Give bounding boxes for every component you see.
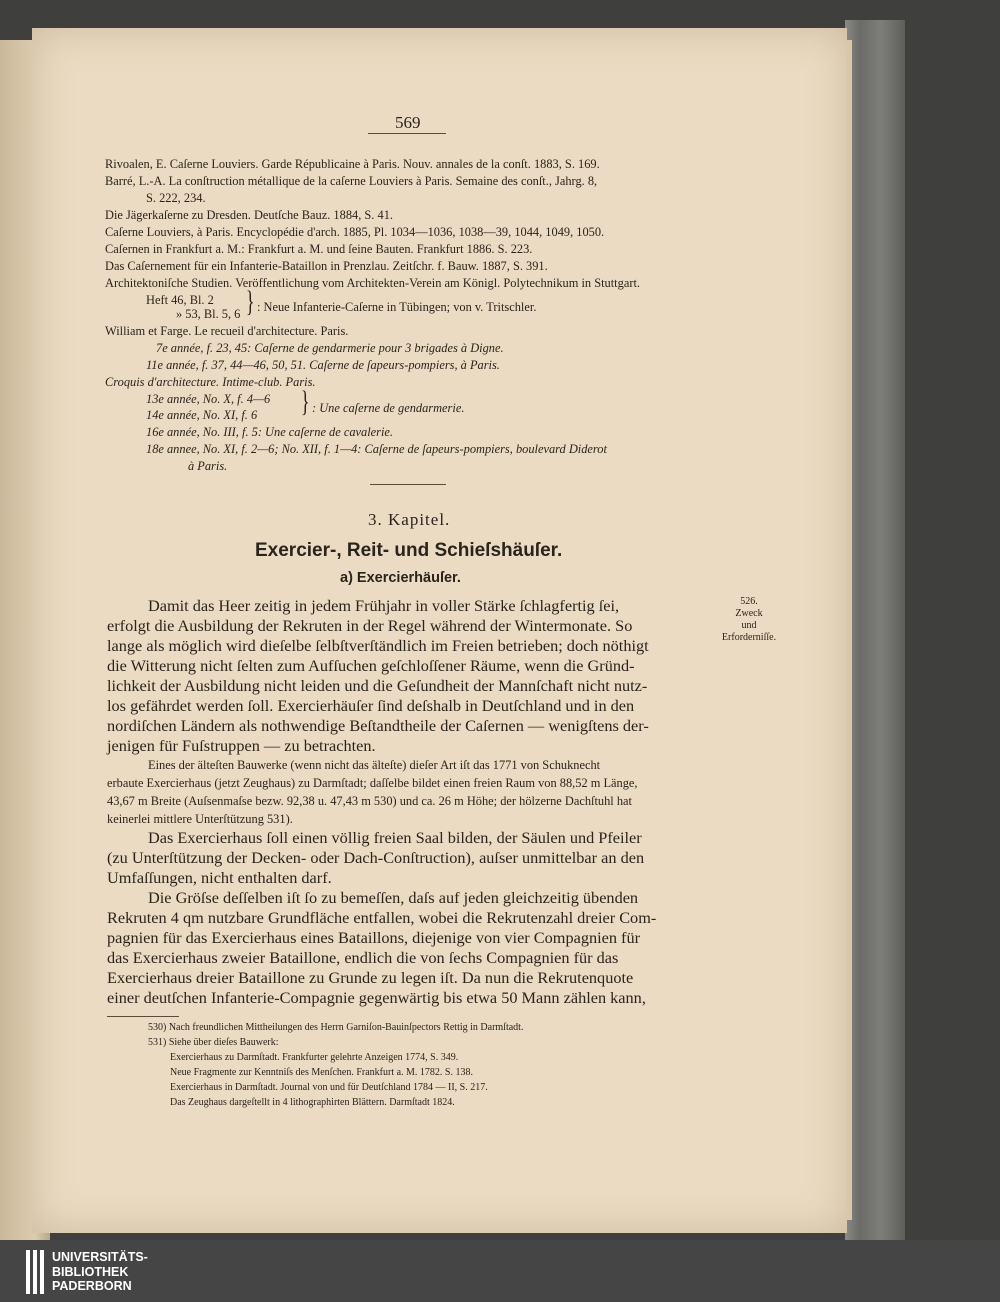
margin-note-line: Erforderniſſe.	[721, 632, 777, 643]
margin-note-line: und	[741, 620, 757, 631]
reference-line: 13e année, No. X, f. 4—6	[146, 392, 271, 406]
small-line: keinerlei mittlere Unterſtützung 531).	[107, 812, 293, 826]
body-line: jenigen für Fuſstruppen — zu betrachten.	[107, 736, 376, 755]
section-heading: a) Exercierhäuſer.	[340, 570, 461, 586]
body-line: nordiſchen Ländern als nothwendige Beſtandtheile der Caſernen — wenigſtens der-	[107, 716, 649, 735]
reference-line: William et Farge. Le recueil d'architecture. Paris.	[105, 324, 349, 338]
reference-line: : Neue Infanterie-Caſerne in Tübingen; von v. Tritschler.	[257, 300, 537, 314]
small-line: Eines der älteſten Bauwerke (wenn nicht das älteſte) dieſer Art iſt das 1771 von Schuknecht	[148, 758, 601, 772]
logo-line: UNIVERSITÄTS-	[52, 1250, 148, 1264]
small-line: 43,67 m Breite (Auſsenmaſse bezw. 92,38 u. 47,43 m 530) und ca. 26 m Höhe; der hölzerne Dachſtuhl hat	[107, 794, 632, 808]
body-line: (zu Unterſtützung der Decken- oder Dach-Conſtruction), auſser unmittelbar an den	[107, 848, 645, 867]
body-line: pagnien für das Exercierhaus eines Bataillons, diejenige von vier Compagnien für	[107, 928, 641, 947]
body-line: Das Exercierhaus ſoll einen völlig freien Saal bilden, der Säulen und Pfeiler	[148, 828, 642, 847]
body-line: Die Gröſse deſſelben iſt ſo zu bemeſſen, daſs auf jeden gleichzeitig übenden	[148, 888, 639, 907]
body-line: Rekruten 4 qm nutzbare Grundfläche entfallen, wobei die Rekrutenzahl dreier Com-	[107, 908, 657, 927]
viewer-footer	[0, 1240, 1000, 1302]
body-line: Damit das Heer zeitig in jedem Frühjahr in voller Stärke ſchlagfertig ſei,	[148, 596, 620, 615]
small-line: erbaute Exercierhaus (jetzt Zeughaus) zu Darmſtadt; daſſelbe bildet einen freien Raum von 88,52 m Länge,	[107, 776, 638, 790]
footnote-line: Neue Fragmente zur Kenntniſs des Menſchen. Frankfurt a. M. 1782. S. 138.	[170, 1067, 473, 1078]
margin-note	[708, 596, 790, 644]
body-line: lange als möglich wird dieſelbe ſelbſtverſtändlich im Freien betrieben; doch nöthigt	[107, 636, 649, 655]
body-line: Umfaſſungen, nicht enthalten darf.	[107, 868, 332, 887]
footnote-line: Exercierhaus in Darmſtadt. Journal von und für Deutſchland 1784 — II, S. 217.	[170, 1082, 488, 1093]
reference-line: à Paris.	[188, 459, 228, 473]
reference-line: Die Jägerkaſerne zu Dresden. Deutſche Bauz. 1884, S. 41.	[105, 208, 393, 222]
reference-line: Das Caſernement für ein Infanterie-Bataillon in Prenzlau. Zeitſchr. f. Bauw. 1887, S. 391.	[105, 259, 548, 273]
footnote-line: Das Zeughaus dargeſtellt in 4 lithographirten Blättern. Darmſtadt 1824.	[170, 1097, 455, 1108]
reference-line: S. 222, 234.	[146, 191, 206, 205]
reference-line: Caſernen in Frankfurt a. M.: Frankfurt a. M. und ſeine Bauten. Frankfurt 1886. S. 223.	[105, 242, 533, 256]
body-line: lichkeit der Ausbildung nicht leiden und die Geſundheit der Mannſchaft nicht nutz-	[107, 676, 648, 695]
reference-line: 16e année, No. III, f. 5: Une caſerne de cavalerie.	[146, 425, 394, 439]
footnote-line: 531) Siehe über dieſes Bauwerk:	[148, 1037, 279, 1048]
body-line: erfolgt die Ausbildung der Rekruten in der Regel während der Wintermonate. So	[107, 616, 633, 635]
book-binding	[845, 20, 905, 1240]
reference-line: 7e année, f. 23, 45: Caſerne de gendarmerie pour 3 brigades à Digne.	[156, 341, 504, 355]
body-line: das Exercierhaus zweier Bataillone, endlich die von ſechs Compagnien für das	[107, 948, 619, 967]
margin-note-line: 526.	[740, 596, 758, 607]
reference-line: 11e année, f. 37, 44—46, 50, 51. Caſerne de ſapeurs-pompiers, à Paris.	[146, 358, 500, 372]
reference-line: Croquis d'architecture. Intime-club. Paris.	[105, 375, 316, 389]
body-line: einer deutſchen Infanterie-Compagnie gegenwärtig bis etwa 50 Mann zählen kann,	[107, 988, 646, 1007]
reference-line: 18e annee, No. XI, f. 2—6; No. XII, f. 1—4: Caſerne de ſapeurs-pompiers, boulevard Diderot	[146, 442, 607, 456]
library-logo-text	[52, 1250, 148, 1294]
reference-line: Barré, L.-A. La conſtruction métallique de la caſerne Louviers à Paris. Semaine des conſt., Jahrg. 8,	[105, 174, 598, 188]
reference-line: Caſerne Louviers, à Paris. Encyclopédie d'arch. 1885, Pl. 1034—1036, 1038—39, 1044, 1049, 1050.	[105, 225, 605, 239]
body-line: los gefährdet werden ſoll. Exercierhäuſer ſind deſshalb in Deutſchland und in den	[107, 696, 635, 715]
section-divider	[370, 484, 446, 485]
margin-note-line: Zweck	[735, 608, 763, 619]
logo-line: PADERBORN	[52, 1279, 132, 1293]
page-number: 569	[395, 113, 421, 132]
page-number-rule	[368, 133, 446, 134]
brace-symbol: }	[245, 285, 255, 318]
chapter-title: Exercier-, Reit- und Schieſshäuſer.	[255, 540, 563, 561]
reference-line: 14e année, No. XI, f. 6	[146, 408, 258, 422]
footnote-line: 530) Nach freundlichen Mittheilungen des Herrn Garniſon-Bauinſpectors Rettig in Darmſtadt.	[148, 1022, 524, 1033]
footnote-line: Exercierhaus zu Darmſtadt. Frankfurter gelehrte Anzeigen 1774, S. 349.	[170, 1052, 459, 1063]
body-line: Exercierhaus dreier Bataillone zu Grunde zu legen iſt. Da nun die Rekrutenquote	[107, 968, 634, 987]
logo-line: BIBLIOTHEK	[52, 1264, 129, 1279]
reference-line: Architektoniſche Studien. Veröffentlichung vom Architekten-Verein am Königl. Polytechnikum in Stuttgart.	[105, 276, 640, 290]
brace-symbol: }	[300, 385, 310, 418]
reference-line: Rivoalen, E. Caſerne Louviers. Garde Républicaine à Paris. Nouv. annales de la conſt. 1883, S. 169.	[105, 157, 600, 171]
chapter-label: 3. Kapitel.	[368, 510, 451, 529]
reference-line: : Une caſerne de gendarmerie.	[312, 401, 465, 415]
reference-line: » 53, Bl. 5, 6	[176, 307, 241, 321]
reference-line: Heft 46, Bl. 2	[146, 293, 214, 307]
footnote-rule	[107, 1016, 179, 1017]
library-logo-icon	[26, 1250, 47, 1294]
body-line: die Witterung nicht ſelten zum Aufſuchen geſchloſſener Räume, wenn die Gründ-	[107, 656, 635, 675]
